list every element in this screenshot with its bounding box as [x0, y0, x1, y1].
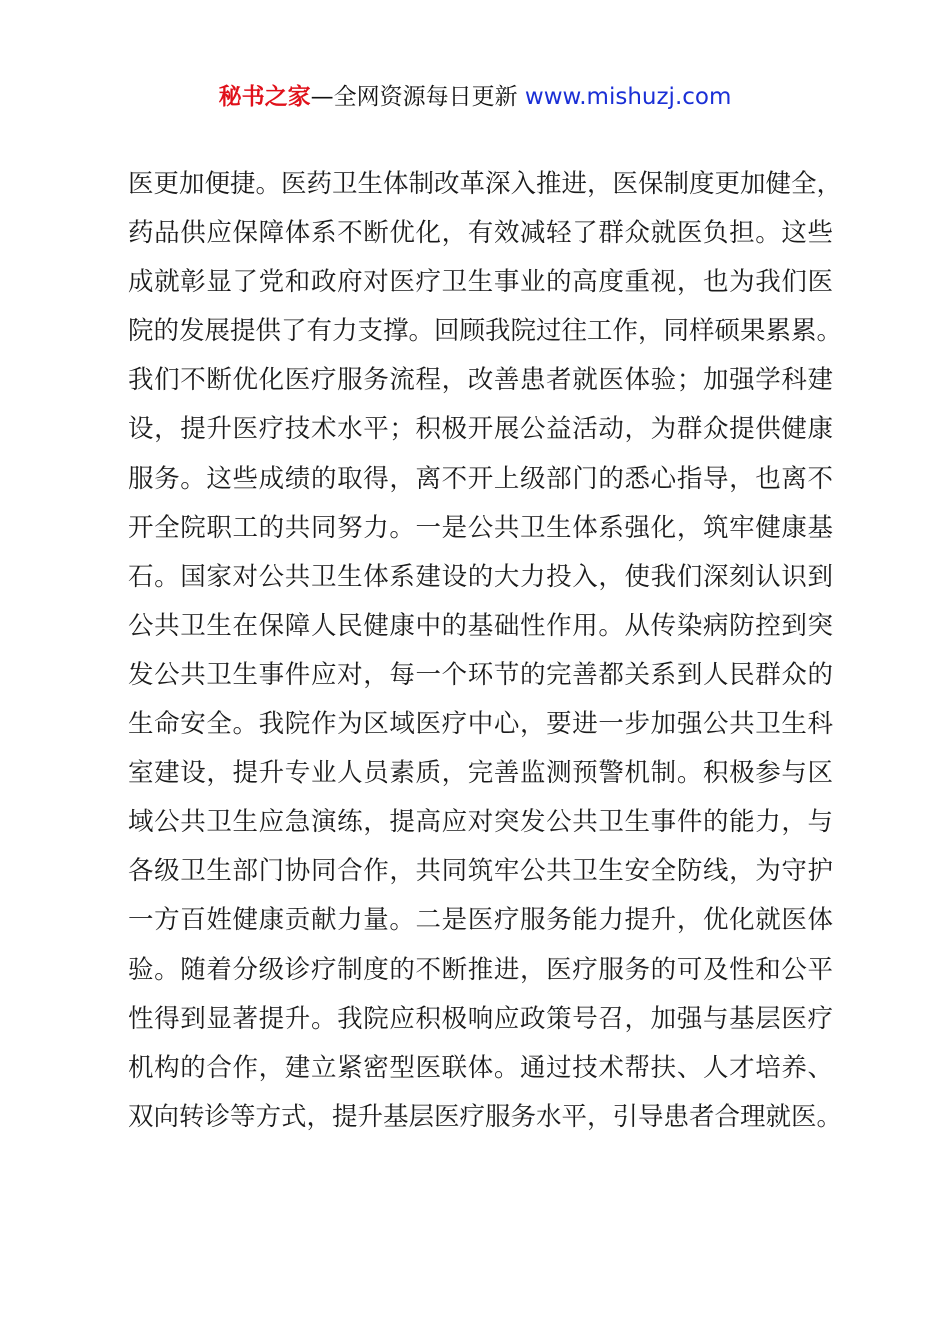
text-line: 我们不断优化医疗服务流程，改善患者就医体验；加强学科建 — [128, 365, 833, 396]
text-line: 验。随着分级诊疗制度的不断推进，医疗服务的可及性和公平 — [128, 954, 833, 985]
brand-name: 秘书之家 — [218, 84, 311, 110]
text-line: 开全院职工的共同努力。一是公共卫生体系强化，筑牢健康基 — [128, 512, 833, 543]
text-line: 医更加便捷。医药卫生体制改革深入推进，医保制度更加健全， — [128, 169, 843, 199]
header-tagline: 全网资源每日更新 — [333, 84, 518, 110]
text-line: 机构的合作，建立紧密型医联体。通过技术帮扶、人才培养、 — [128, 1052, 833, 1083]
text-line: 设，提升医疗技术水平；积极开展公益活动，为群众提供健康 — [128, 414, 833, 445]
text-line: 各级卫生部门协同合作，共同筑牢公共卫生安全防线，为守护 — [128, 856, 833, 887]
site-url-link[interactable]: www.mishuzj.com — [524, 84, 732, 110]
text-line: 性得到显著提升。我院应积极响应政策号召，加强与基层医疗 — [128, 1003, 833, 1034]
text-line: 发公共卫生事件应对，每一个环节的完善都关系到人民群众的 — [128, 659, 833, 690]
text-line: 服务。这些成绩的取得，离不开上级部门的悉心指导，也离不 — [128, 463, 833, 494]
text-line: 室建设，提升专业人员素质，完善监测预警机制。积极参与区 — [128, 758, 833, 789]
header-separator: — — [310, 84, 334, 110]
site-header — [0, 80, 950, 114]
text-line: 药品供应保障体系不断优化，有效减轻了群众就医负担。这些 — [128, 218, 833, 249]
body-paragraph — [128, 160, 843, 1142]
text-line: 石。国家对公共卫生体系建设的大力投入，使我们深刻认识到 — [128, 561, 833, 592]
text-line: 成就彰显了党和政府对医疗卫生事业的高度重视，也为我们医 — [128, 267, 833, 298]
text-line: 公共卫生在保障人民健康中的基础性作用。从传染病防控到突 — [128, 610, 833, 641]
text-line: 域公共卫生应急演练，提高应对突发公共卫生事件的能力，与 — [128, 807, 833, 838]
text-line: 双向转诊等方式，提升基层医疗服务水平，引导患者合理就医。 — [128, 1101, 843, 1132]
text-line: 一方百姓健康贡献力量。二是医疗服务能力提升，优化就医体 — [128, 905, 833, 936]
text-line: 院的发展提供了有力支撑。回顾我院过往工作，同样硕果累累。 — [128, 316, 843, 347]
text-line: 生命安全。我院作为区域医疗中心，要进一步加强公共卫生科 — [128, 709, 833, 740]
